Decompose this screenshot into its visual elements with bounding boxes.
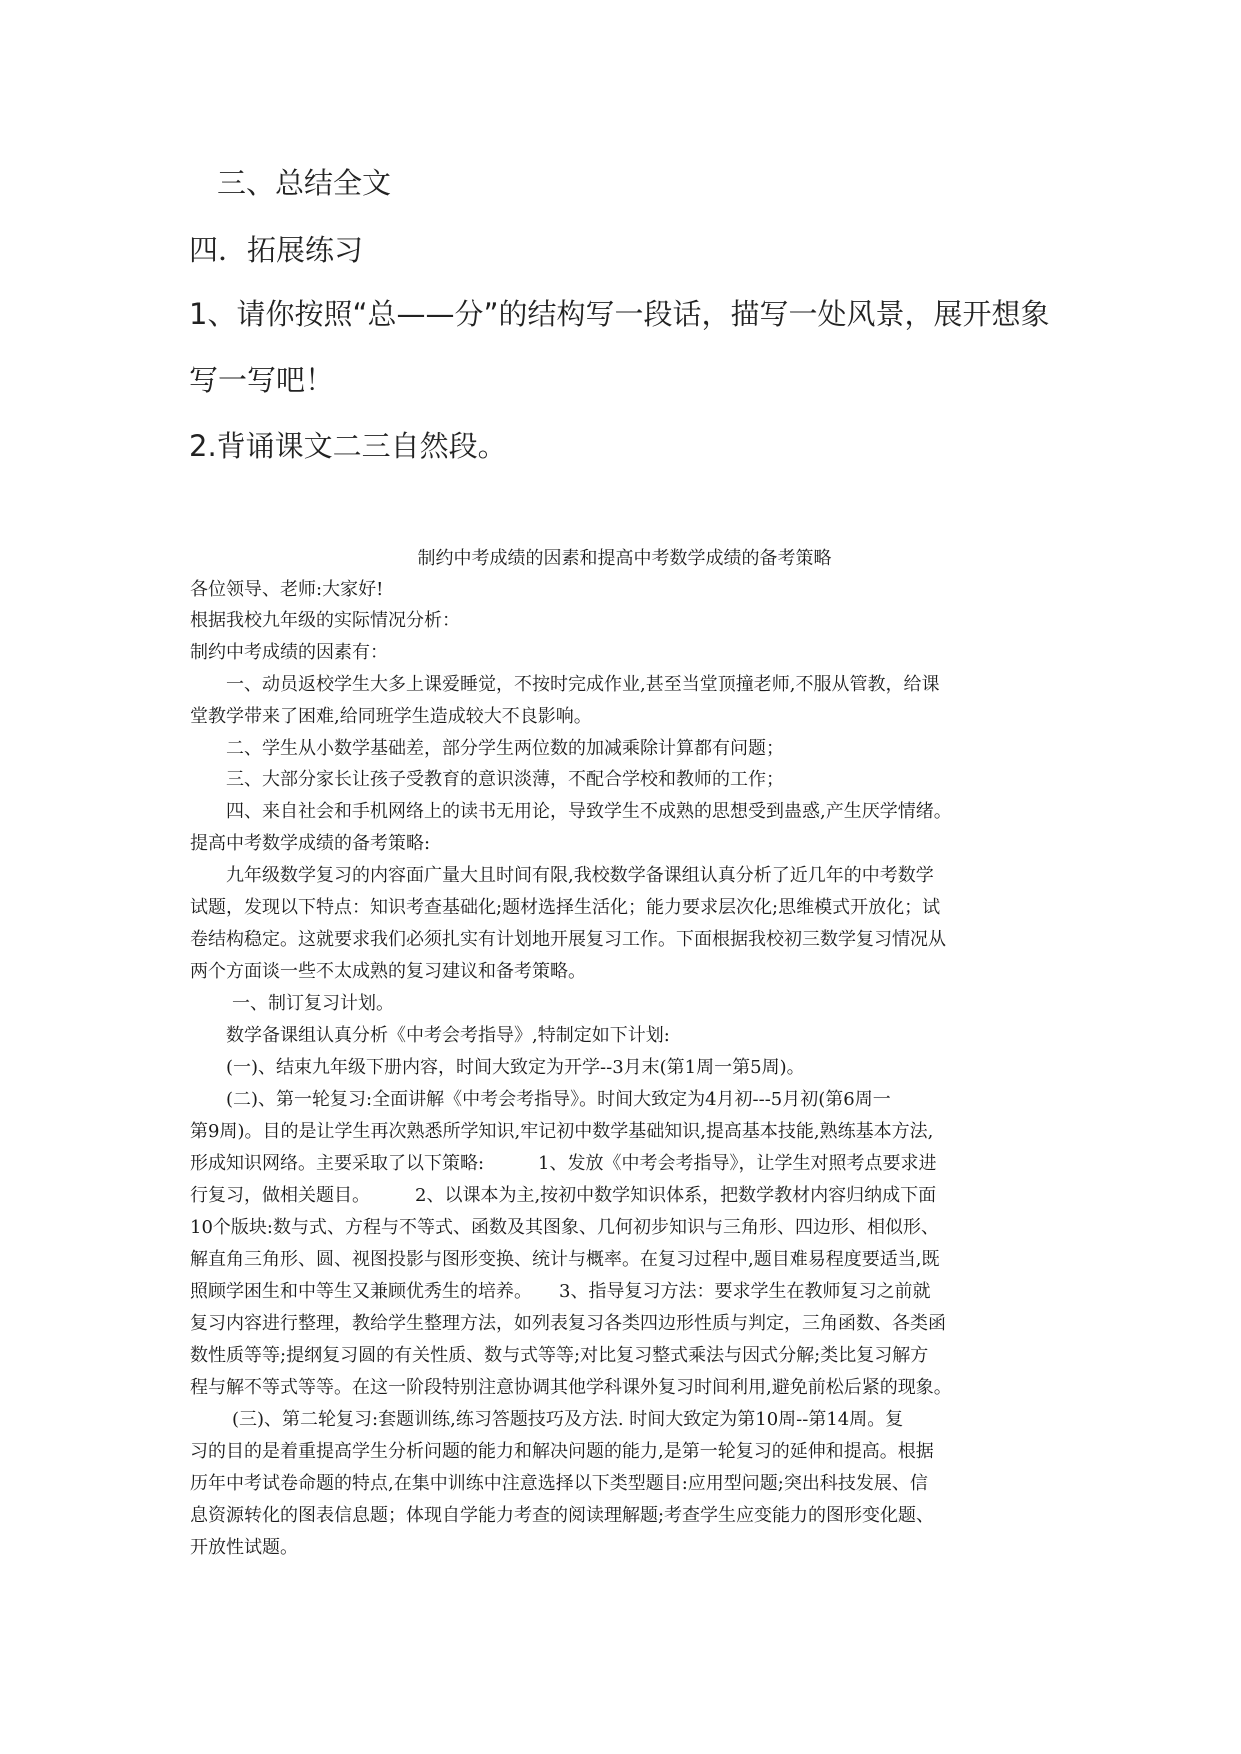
text-line: 形成知识网络。主要采取了以下策略: 1、发放《中考会考指导》，让学生对照考点要求进 — [190, 1153, 937, 1174]
exercise-1-line-2: 写一写吧！ — [189, 363, 335, 397]
text-line: 卷结构稳定。这就要求我们必须扎实有计划地开展复习工作。下面根据我校初三数学复习情况从 — [190, 929, 946, 950]
text-line: (一)、结束九年级下册内容，时间大致定为开学--3月末(第1周一第5周)。 — [226, 1057, 805, 1078]
text-line: 提高中考数学成绩的备考策略: — [190, 833, 431, 854]
text-line: 10个版块:数与式、方程与不等式、函数及其图象、几何初步知识与三角形、四边形、相似形、 — [190, 1217, 939, 1238]
section-heading-summary: 三、总结全文 — [217, 166, 392, 200]
text-line: 四、来自社会和手机网络上的读书无用论，导致学生不成熟的思想受到蛊惑,产生厌学情绪。 — [226, 801, 952, 822]
text-line: 第9周)。目的是让学生再次熟悉所学知识,牢记初中数学基础知识,提高基本技能,熟练基本方法, — [190, 1121, 934, 1142]
text-line: 历年中考试卷命题的特点,在集中训练中注意选择以下类型题目:应用型问题;突出科技发展、信 — [190, 1473, 928, 1494]
text-line: 一、动员返校学生大多上课爱睡觉，不按时完成作业,甚至当堂顶撞老师,不服从管教，给课 — [226, 674, 940, 695]
text-line: 照顾学困生和中等生又兼顾优秀生的培养。 3、指导复习方法：要求学生在教师复习之前就 — [190, 1281, 931, 1302]
text-line: 复习内容进行整理，教给学生整理方法，如列表复习各类四边形性质与判定，三角函数、各类函 — [190, 1313, 946, 1334]
text-line: 行复习，做相关题目。 2、以课本为主,按初中数学知识体系，把数学教材内容归纳成下面 — [190, 1185, 937, 1206]
text-line: 解直角三角形、圆、视图投影与图形变换、统计与概率。在复习过程中,题目难易程度要适当,既 — [190, 1249, 940, 1270]
text-line: 二、学生从小数学基础差，部分学生两位数的加减乘除计算都有问题； — [226, 738, 784, 759]
text-line: 习的目的是着重提高学生分析问题的能力和解决问题的能力,是第一轮复习的延伸和提高。根据 — [190, 1441, 934, 1462]
exercise-2: 2.背诵课文二三自然段。 — [189, 429, 507, 463]
text-line: 九年级数学复习的内容面广量大且时间有限,我校数学备课组认真分析了近几年的中考数学 — [226, 865, 934, 886]
text-line: 堂教学带来了困难,给同班学生造成较大不良影响。 — [190, 706, 592, 727]
text-line: 三、大部分家长让孩子受教育的意识淡薄，不配合学校和教师的工作； — [226, 769, 784, 790]
text-line: 各位领导、老师:大家好! — [190, 579, 384, 600]
text-line: 试题，发现以下特点：知识考查基础化;题材选择生活化；能力要求层次化;思维模式开放化；试 — [190, 897, 941, 918]
text-line: (二)、第一轮复习:全面讲解《中考会考指导》。时间大致定为4月初---5月初(第6周一 — [226, 1089, 891, 1110]
text-line: 根据我校九年级的实际情况分析： — [190, 610, 460, 631]
text-line: 程与解不等式等等。在这一阶段特别注意协调其他学科课外复习时间利用,避免前松后紧的现象。 — [190, 1377, 952, 1398]
text-line: 一、制订复习计划。 — [232, 993, 394, 1014]
text-line: (三)、第二轮复习:套题训练,练习答题技巧及方法. 时间大致定为第10周--第14周。复 — [232, 1409, 904, 1430]
exercise-1-line-1: 1、请你按照“总——分”的结构写一段话，描写一处风景，展开想象 — [189, 297, 1050, 331]
article-title: 制约中考成绩的因素和提高中考数学成绩的备考策略 — [417, 548, 832, 569]
text-line: 两个方面谈一些不太成熟的复习建议和备考策略。 — [190, 961, 586, 982]
text-line: 开放性试题。 — [190, 1537, 298, 1558]
section-heading-exercises: 四．拓展练习 — [189, 233, 364, 267]
text-line: 息资源转化的图表信息题；体现自学能力考查的阅读理解题;考查学生应变能力的图形变化题、 — [190, 1505, 935, 1526]
text-line: 制约中考成绩的因素有： — [190, 642, 388, 663]
text-line: 数性质等等;提纲复习圆的有关性质、数与式等等;对比复习整式乘法与因式分解;类比复习解方 — [190, 1345, 929, 1366]
text-line: 数学备课组认真分析《中考会考指导》,特制定如下计划: — [226, 1025, 670, 1046]
